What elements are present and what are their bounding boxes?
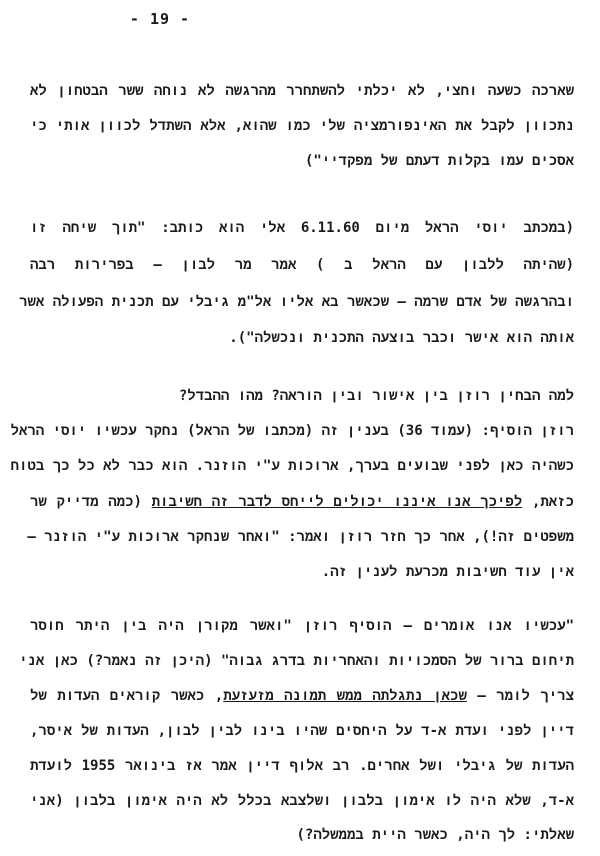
text-line-underlined: כזאת, לפיכך אנו איננו יכולים לייחס לדבר זה חשיבות (כמה מדייק שר [30,494,574,510]
text-line: דיין לפני ועדת א-ד על היחסים שהיו בינו לבין לבון, העדות של איסר, [30,723,574,739]
text-line: תיחום ברור של הסמכויות והאחריות בדרג גבוה" (היכן זה נאמר?) כאן אני [19,653,574,669]
text-line: רוזן הוסיף: (עמוד 36) בענין זה (מכתבו של הראל) נחקר עכשיו יוסי הראל [10,423,574,439]
text-line: העדות של גיבלי ושל אחרים. רב אלוף דיין אמר אז בינואר 1955 לועדת [30,758,574,774]
text-line: נתכוון לקבל את האינפורמציה שלי כמו שהוא, אלא השתדל לכוון אותי כי [30,118,574,134]
text-line: "עכשיו אנו אומרים – הוסיף רוזן "ואשר מקורן היה בין היתר חוסר [30,618,574,634]
page-number: - 19 - [129,10,191,28]
text-line: שארכה כשעה וחצי, לא יכלתי להשתחרר מהרגשה לא נוחה ששר הבטחון לא [30,83,574,99]
text-line: אין עוד חשיבות מכרעת לענין זה. [321,564,574,580]
text-line: משפטים זה!), אחר כך חזר רוזן ואמר: "ואחר שנחקר ארוכות ע"י הוזנר – [27,529,574,545]
text-line: שאלתי: לך היה, כאשר היית בממשלה?) [296,827,574,843]
underlined-phrase: שכאן נתגלתה ממש תמונה מזעזעת [223,688,467,704]
underlined-phrase: לפיכך אנו איננו יכולים לייחס לדבר זה חשיבות [151,494,523,510]
text-line: (שהיתה ללבון עם הראל ב ) אמר מר לבון – בפרירות רבה [30,257,574,273]
text-line: אותה הוא אישר וכבר בוצעה התכנית ונכשלה"). [229,330,574,346]
text-line: א-ד, שלא היה לו אימון בלבון ושלצבא בכלל לא היה אימון בלבון (אני [30,793,574,809]
text-line: כשהיה כאן לפני שבועים בערך, ארוכות ע"י הוזנר. הוא כבר לא כל כך בטוח [10,458,574,474]
text-line-underlined: צריך לומר – שכאן נתגלתה ממש תמונה מזעזעת, כאשר קוראים העדות של [30,688,574,704]
text-line: ובהרגשה של אדם שרמה – שכאשר בא אליו אל"מ גיבלי עם תכנית הפעולה אשר [19,294,574,310]
text-line: (במכתב יוסי הראל מיום 6.11.60 אלי הוא כותב: "תוך שיחה זו [30,220,574,236]
text-line: למה הבחין רוזן בין אישור ובין הוראה? מהו ההבדל? [178,388,574,404]
text-line: אסכים עמו בקלות דעתם של מפקדיי") [304,153,574,169]
